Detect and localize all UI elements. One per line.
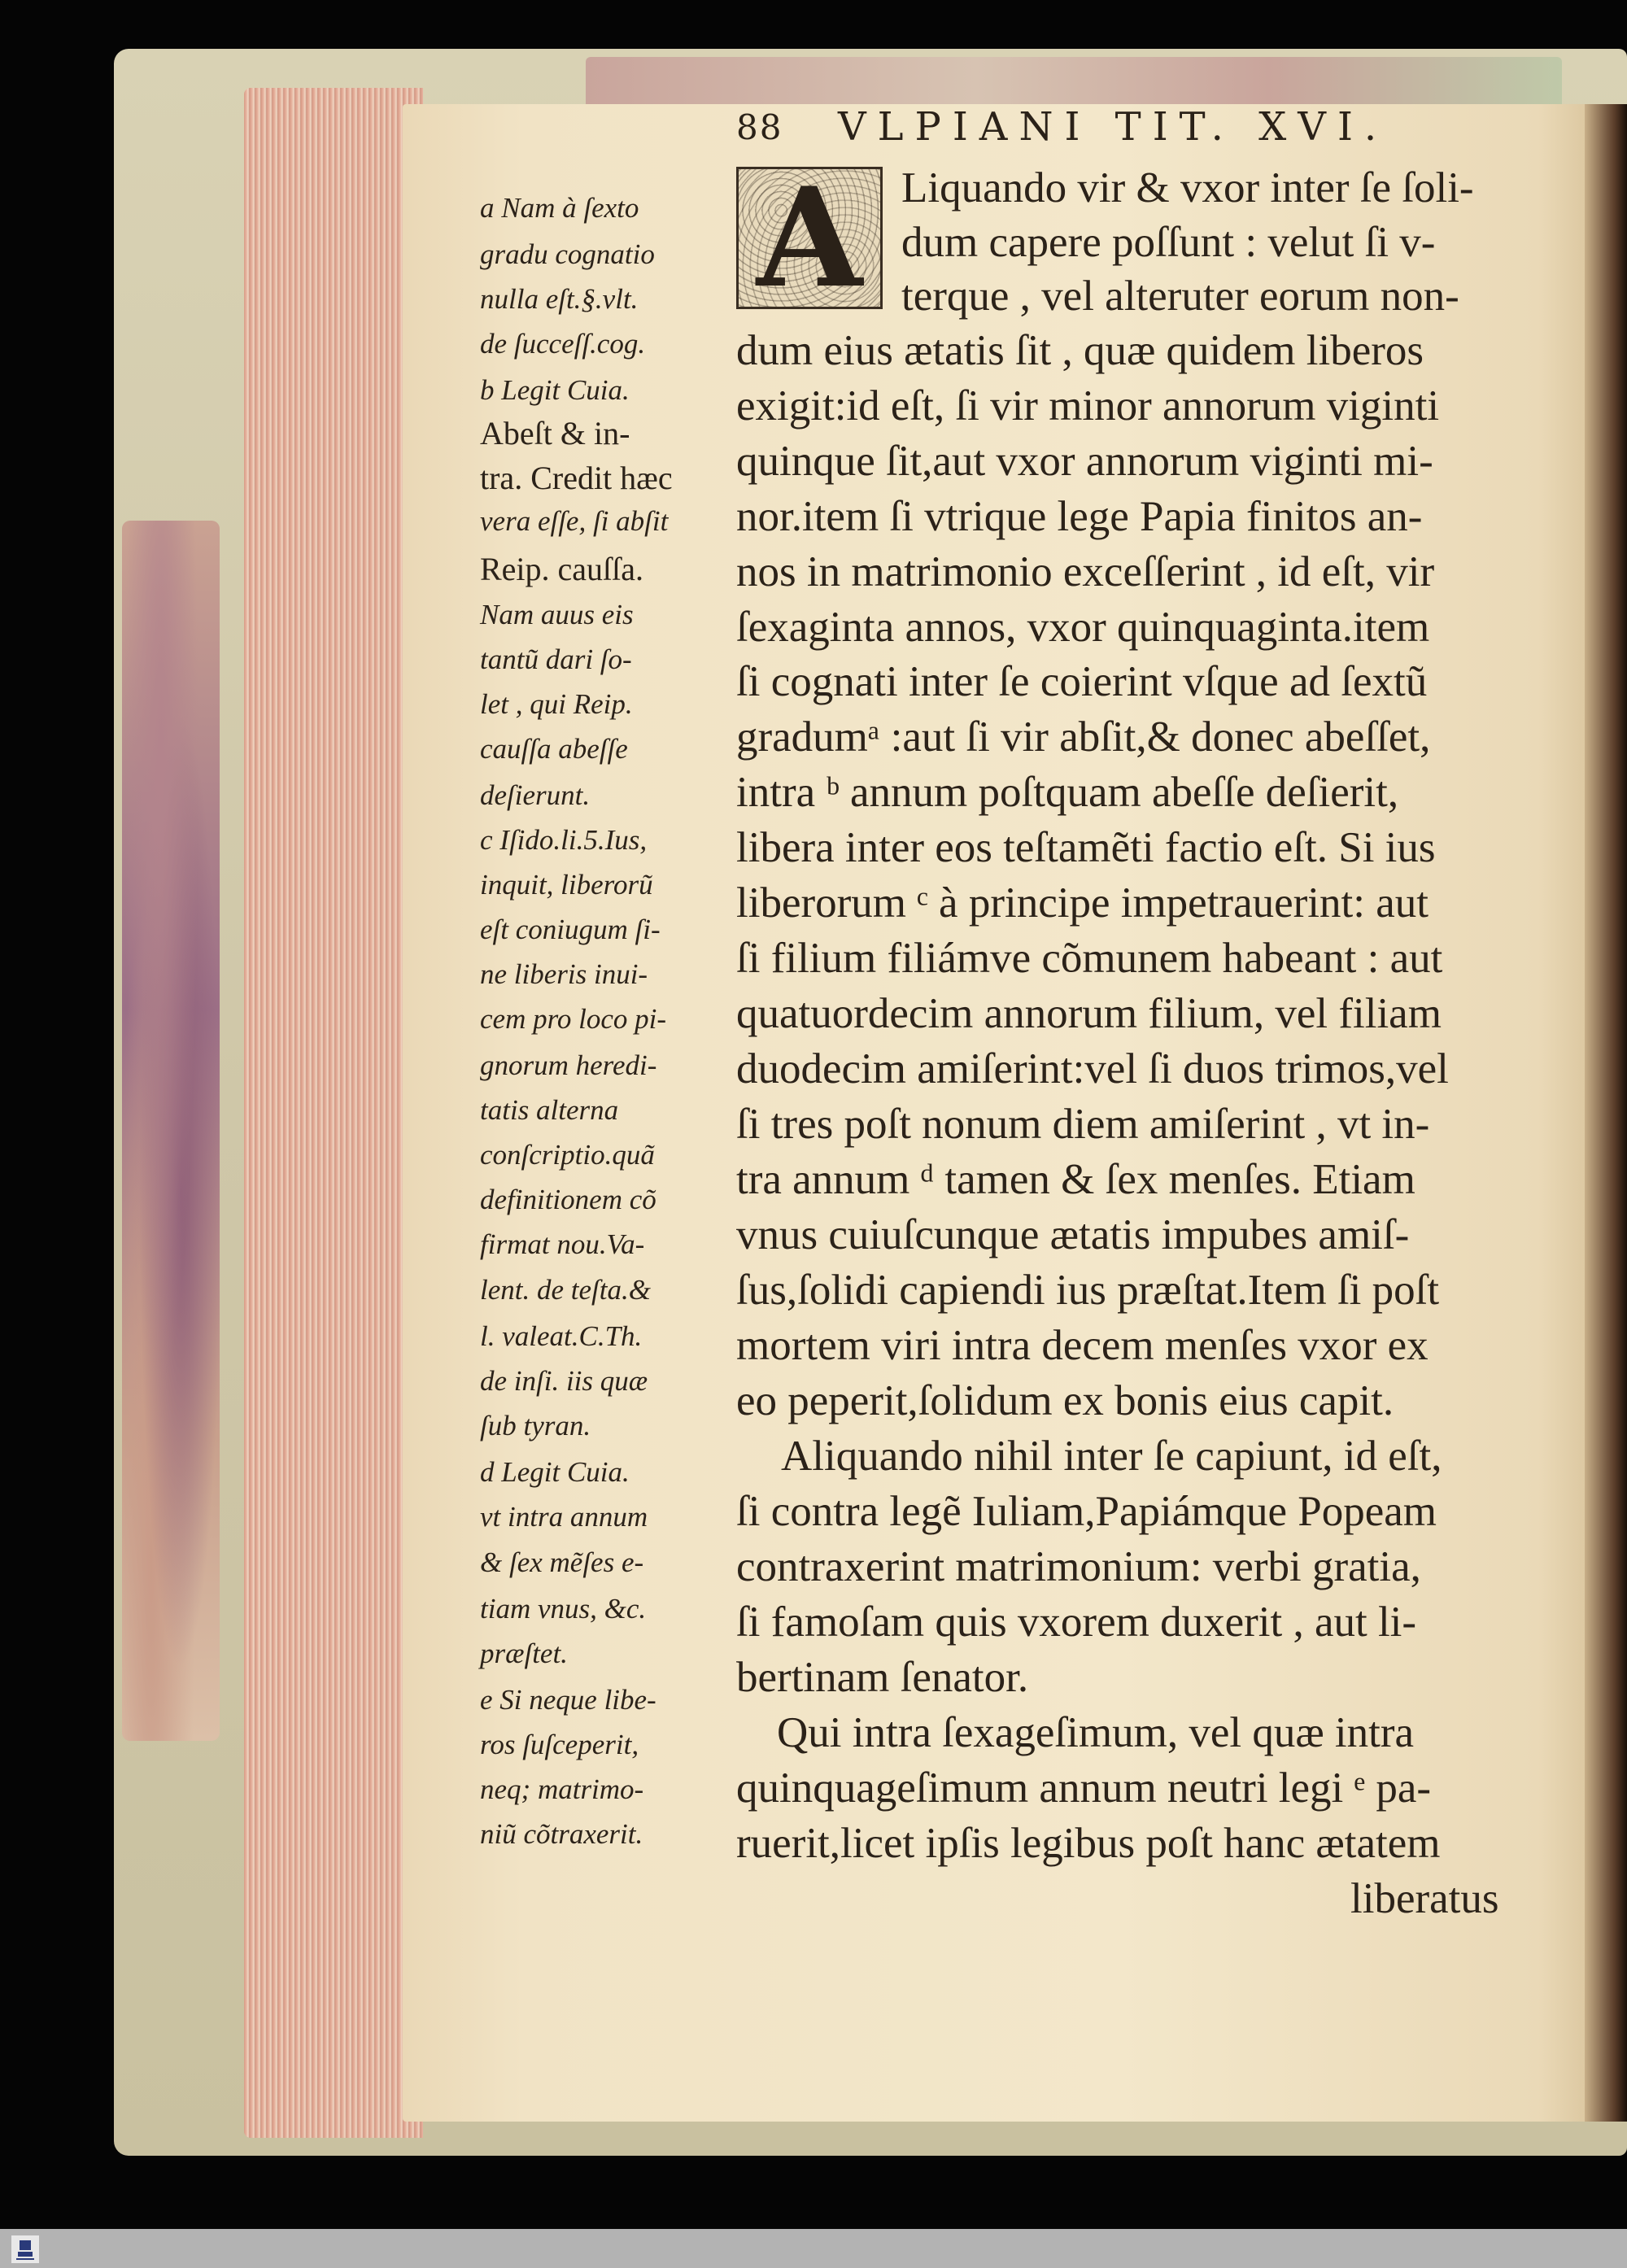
body-line: quinquageſimum annum neutri legi ᵉ pa-: [736, 1764, 1432, 1812]
drop-cap: [736, 157, 883, 318]
body-line: eo peperit,ſolidum ex bonis eius capit.: [736, 1377, 1394, 1424]
margin-note-line: deſierunt.: [480, 779, 591, 811]
body-line: vnus cuiuſcunque ætatis impubes amiſ-: [736, 1211, 1410, 1258]
margin-note-line: neq; matrimo-: [480, 1773, 644, 1805]
margin-note-line: ne liberis inui-: [480, 958, 648, 990]
body-line: ruerit,licet ipſis legibus poſt hanc ætatem: [736, 1820, 1441, 1867]
body-line: nos in matrimonio exceſſerint , id eſt, vir: [736, 548, 1435, 595]
body-line: exigit:id eſt, ſi vir minor annorum viginti: [736, 382, 1440, 430]
body-line: duodecim amiſerint:vel ſi duos trimos,vel: [736, 1045, 1449, 1093]
margin-note-line: niũ cõtraxerit.: [480, 1818, 643, 1850]
margin-note-line: tiam vnus, &c.: [480, 1593, 647, 1625]
margin-note-line: tatis alterna: [480, 1094, 619, 1126]
body-line: ſus,ſolidi capiendi ius præſtat.Item ſi poſt: [736, 1267, 1440, 1314]
margin-note-line: eſt coniugum ſi-: [480, 914, 661, 945]
margin-note-line: Reip. cauſſa.: [480, 551, 644, 587]
body-line: Qui intra ſexageſimum, vel quæ intra: [777, 1709, 1415, 1756]
margin-note-line: d Legit Cuia.: [480, 1456, 630, 1488]
margin-note-line: tantũ dari ſo-: [480, 643, 632, 675]
margin-note-line: nulla eſt.§.vlt.: [480, 283, 639, 315]
page-edges: [244, 88, 423, 2138]
margin-note-line: tra. Credit hæc: [480, 460, 673, 496]
body-line: ſi tres poſt nonum diem amiſerint , vt in-: [736, 1101, 1430, 1148]
marbled-endpaper: [122, 521, 220, 1741]
body-line: liberatus: [1350, 1875, 1499, 1922]
body-line: nor.item ſi vtrique lege Papia finitos an-: [736, 493, 1423, 540]
margin-note-line: l. valeat.C.Th.: [480, 1320, 643, 1352]
library-logo-icon: [11, 2235, 39, 2263]
margin-note-line: Abeſt & in-: [480, 415, 630, 451]
body-line: quinque ſit,aut vxor annorum viginti mi-: [736, 438, 1433, 485]
body-line: ſi cognati inter ſe coierint vſque ad ſextũ: [736, 658, 1428, 705]
margin-note-line: gradu cognatio: [480, 238, 655, 270]
margin-note-line: præſtet.: [480, 1638, 568, 1669]
margin-note-line: definitionem cõ: [480, 1184, 656, 1215]
margin-note-line: cem pro loco pi-: [480, 1003, 667, 1035]
viewer-footer-bar: [0, 2229, 1627, 2268]
body-line: dum eius ætatis ſit , quæ quidem liberos: [736, 327, 1424, 374]
margin-note-line: Nam auus eis: [480, 599, 634, 630]
margin-note-line: vera eſſe, ſi abſit: [480, 505, 669, 537]
margin-note-line: c Iſido.li.5.Ius,: [480, 824, 648, 856]
gutter-shadow: [1585, 104, 1627, 2122]
body-line: contraxerint matrimonium: verbi gratia,: [736, 1543, 1421, 1590]
margin-note-line: gnorum heredi-: [480, 1049, 657, 1081]
body-line: dum capere poſſunt : velut ſi v-: [901, 219, 1436, 266]
body-line: Aliquando nihil inter ſe capiunt, id eſt,: [781, 1433, 1442, 1480]
margin-note-line: ſub tyran.: [480, 1410, 591, 1441]
margin-note-line: firmat nou.Va-: [480, 1228, 645, 1260]
page-number: 88: [736, 107, 783, 147]
body-line: terque , vel alteruter eorum non-: [901, 273, 1459, 320]
body-line: mortem viri intra decem menſes vxor ex: [736, 1322, 1429, 1369]
margin-note-line: a Nam à ſexto: [480, 192, 639, 224]
margin-note-line: de ſucceſſ.cog.: [480, 328, 646, 360]
margin-note-line: conſcriptio.quã: [480, 1139, 655, 1171]
body-line: Liquando vir & vxor inter ſe ſoli-: [901, 164, 1474, 212]
running-title: VLPIANI TIT. XVI.: [838, 104, 1389, 150]
body-line: bertinam ſenator.: [736, 1654, 1029, 1701]
body-line: libera inter eos teſtamẽti factio eſt. Si ius: [736, 824, 1436, 871]
body-line: ſexaginta annos, vxor quinquaginta.item: [736, 604, 1430, 651]
drop-cap-letter: A: [756, 157, 863, 318]
margin-note-line: ros ſuſceperit,: [480, 1729, 639, 1760]
margin-note-line: de inſi. iis quæ: [480, 1365, 648, 1397]
margin-note-line: lent. de teſta.&: [480, 1274, 651, 1306]
body-line: liberorum ᶜ à principe impetrauerint: aut: [736, 879, 1429, 927]
margin-note-line: & ſex mẽſes e-: [480, 1546, 644, 1578]
body-line: quatuordecim annorum filium, vel filiam: [736, 990, 1442, 1037]
margin-note-line: let , qui Reip.: [480, 688, 633, 720]
margin-note-line: inquit, liberorũ: [480, 869, 653, 901]
body-line: ſi contra legẽ Iuliam,Papiámque Popeam: [736, 1488, 1437, 1535]
margin-note-line: e Si neque libe-: [480, 1684, 656, 1716]
margin-note-line: vt intra annum: [480, 1501, 648, 1533]
body-line: tra annum ᵈ tamen & ſex menſes. Etiam: [736, 1156, 1415, 1203]
body-line: ſi famoſam quis vxorem duxerit , aut li-: [736, 1599, 1417, 1646]
margin-note-line: cauſſa abeſſe: [480, 733, 628, 765]
margin-note-line: b Legit Cuia.: [480, 374, 630, 406]
body-line: ſi filium filiámve cõmunem habeant : aut: [736, 935, 1443, 982]
body-line: gradumᵃ :aut ſi vir abſit,& donec abeſſet,: [736, 713, 1431, 761]
body-line: intra ᵇ annum poſtquam abeſſe deſierit,: [736, 769, 1399, 816]
